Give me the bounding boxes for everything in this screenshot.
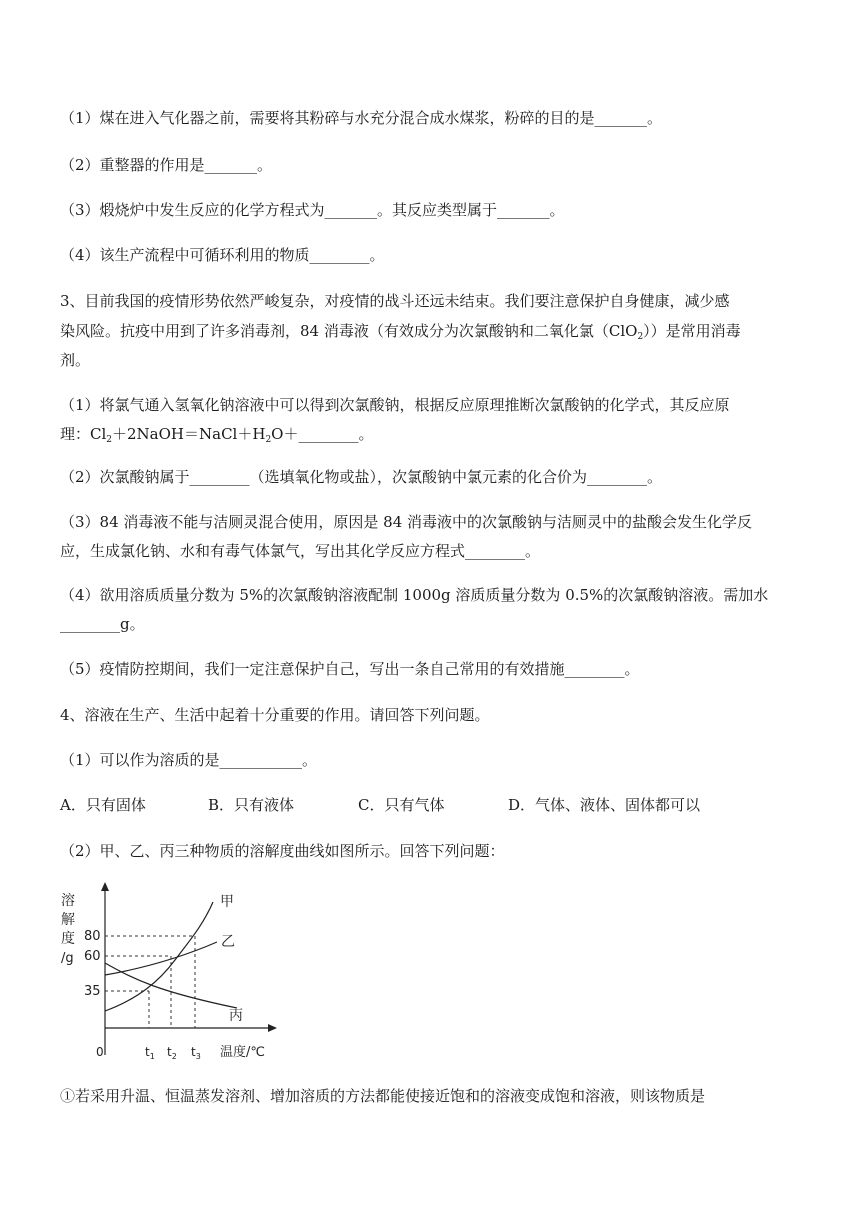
question-3-part-4-line-2: ________g。: [60, 615, 145, 633]
question-3-part-3-line-1: （3）84 消毒液不能与洁厕灵混合使用，原因是 84 消毒液中的次氯酸钠与洁厕灵中的盐酸会发生化学反: [60, 513, 753, 531]
question-3-part-3-line-2: 应，生成氯化钠、水和有毒气体氯气，写出其化学反应方程式________。: [60, 542, 541, 560]
equation-text: ＋2NaOH＝NaCl＋H: [112, 425, 266, 443]
y-tick-35: 35: [84, 984, 101, 999]
series-label-jia: 甲: [220, 894, 234, 910]
stem-text: ））是常用消毒: [643, 322, 741, 340]
question-3-stem-line-1: 3、目前我国的疫情形势依然严峻复杂，对疫情的战斗还远未结束。我们要注意保护自身健康，减少感: [60, 292, 730, 310]
y-label-char-2: 解: [61, 912, 75, 928]
series-label-bing: 丙: [229, 1008, 243, 1024]
option-d: D．气体、液体、固体都可以: [508, 796, 701, 814]
subscript: 2: [637, 332, 644, 342]
x-tick-t2: $t_2$: [167, 1045, 177, 1061]
question-2-part-3: （3）煅烧炉中发生反应的化学方程式为_______。其反应类型属于_______。: [60, 201, 565, 219]
option-b: B．只有液体: [208, 796, 295, 814]
question-3-part-1-line-2: [60, 423, 373, 445]
question-4-stem: 4、溶液在生产、生活中起着十分重要的作用。请回答下列问题。: [60, 706, 490, 724]
question-2-part-1: （1）煤在进入气化器之前，需要将其粉碎与水充分混合成水煤浆，粉碎的目的是_______。: [60, 109, 663, 127]
question-2-part-4: （4）该生产流程中可循环利用的物质________。: [60, 246, 385, 264]
equation-text: 理：Cl: [60, 425, 107, 443]
x-axis-label: 温度/℃: [220, 1045, 265, 1060]
y-label-char-3: 度: [61, 931, 75, 947]
equation-text: O＋________。: [271, 425, 374, 443]
question-4-part-1: （1）可以作为溶质的是___________。: [60, 751, 318, 769]
y-axis-arrow: [101, 882, 109, 891]
stem-text: 染风险。抗疫中用到了许多消毒剂，84 消毒液（有效成分为次氯酸钠和二氧化氯（ClO: [60, 322, 638, 340]
question-3-part-1-line-1: （1）将氯气通入氢氧化钠溶液中可以得到次氯酸钠，根据反应原理推断次氯酸钠的化学式，其反应原: [60, 396, 730, 414]
subscript: 2: [265, 435, 272, 445]
question-3-stem-line-2: [60, 320, 741, 342]
y-tick-80: 80: [84, 929, 101, 944]
y-label-char-1: 溶: [61, 893, 75, 909]
y-tick-60: 60: [84, 949, 101, 964]
x-tick-t1: $t_1$: [145, 1045, 155, 1061]
option-a: A．只有固体: [60, 796, 146, 814]
series-label-yi: 乙: [221, 934, 235, 950]
x-tick-t3: $t_3$: [191, 1045, 201, 1061]
question-3-part-2: （2）次氯酸钠属于________（选填氧化物或盐），次氯酸钠中氯元素的化合价为________。: [60, 468, 663, 486]
question-2-part-2: （2）重整器的作用是_______。: [60, 156, 273, 174]
series-curve-yi: [105, 942, 217, 975]
question-3-part-5: （5）疫情防控期间，我们一定注意保护自己，写出一条自己常用的有效措施________。: [60, 660, 640, 678]
y-label-char-4: /g: [61, 951, 74, 966]
solubility-chart: [55, 880, 295, 1065]
question-4-part-2: （2）甲、乙、丙三种物质的溶解度曲线如图所示。回答下列问题：: [60, 842, 505, 860]
question-3-stem-line-3: 剂。: [60, 351, 91, 369]
option-c: C．只有气体: [358, 796, 445, 814]
question-4-part-2-sub-1: ①若采用升温、恒温蒸发溶剂、增加溶质的方法都能使接近饱和的溶液变成饱和溶液，则该物质是: [60, 1087, 706, 1105]
question-3-part-4-line-1: （4）欲用溶质质量分数为 5%的次氯酸钠溶液配制 1000g 溶质质量分数为 0.5%的次氯酸钠溶液。需加水: [60, 586, 769, 604]
origin-label: 0: [96, 1045, 104, 1059]
subscript: 2: [106, 435, 113, 445]
x-axis-arrow: [268, 1024, 277, 1032]
